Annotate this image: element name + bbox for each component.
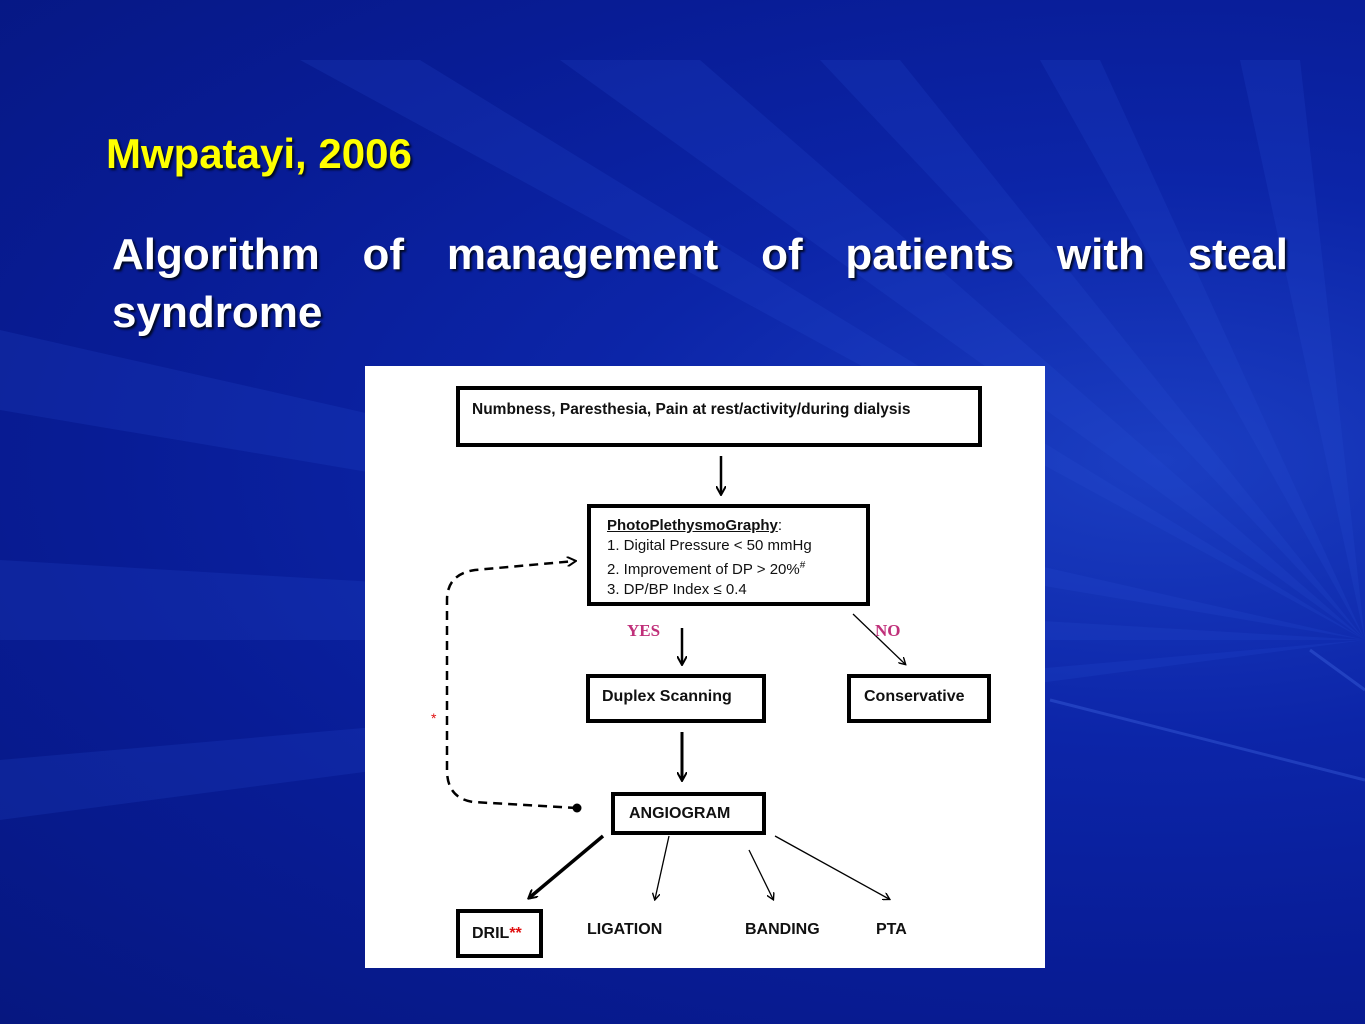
author-citation: Mwpatayi, 2006	[106, 130, 412, 177]
ppg-criteria	[591, 508, 866, 600]
pta-label: PTA	[876, 921, 907, 938]
no-label: NO	[875, 621, 901, 640]
angiogram-box	[611, 792, 766, 835]
ppg-criterion-2: 2. Improvement of DP > 20%	[607, 561, 800, 578]
loop-origin-dot	[573, 804, 582, 813]
yes-label: YES	[627, 621, 661, 640]
symptoms-box	[456, 386, 982, 447]
arrow-angiogram-to-pta	[775, 836, 889, 899]
conservative-box	[847, 674, 991, 723]
ppg-criterion-1: 1. Digital Pressure < 50 mmHg	[607, 537, 812, 554]
arrow-angiogram-to-dril	[529, 836, 603, 898]
dashed-return-loop	[447, 561, 577, 808]
symptoms-label: Numbness, Paresthesia, Pain at rest/activity/during dialysis	[472, 401, 911, 418]
dril-mark: **	[509, 925, 522, 942]
flowchart-connectors	[365, 366, 1045, 968]
slide-heading: Algorithm of management of patients with steal syndrome	[112, 230, 1288, 337]
ppg-title-colon: :	[777, 517, 783, 534]
duplex-scanning-label: Duplex Scanning	[602, 688, 732, 705]
duplex-scanning-box	[586, 674, 766, 723]
algorithm-flowchart	[365, 366, 1045, 968]
photoplethysmography-box	[587, 504, 870, 606]
arrow-angiogram-to-ligation	[655, 836, 669, 899]
conservative-label: Conservative	[864, 688, 965, 705]
ppg-criterion-3: 3. DP/BP Index ≤ 0.4	[607, 581, 747, 598]
loop-mark: *	[431, 710, 437, 726]
banding-label: BANDING	[745, 921, 820, 938]
arrow-angiogram-to-banding	[749, 850, 773, 899]
ppg-criterion-mark: #	[799, 560, 806, 571]
ligation-label: LIGATION	[587, 921, 663, 938]
angiogram-label: ANGIOGRAM	[629, 805, 731, 822]
dril-box	[456, 909, 543, 958]
dril-label: DRIL	[472, 925, 510, 942]
ppg-title: PhotoPlethysmoGraphy	[607, 517, 778, 534]
dril-outcome	[472, 925, 522, 943]
